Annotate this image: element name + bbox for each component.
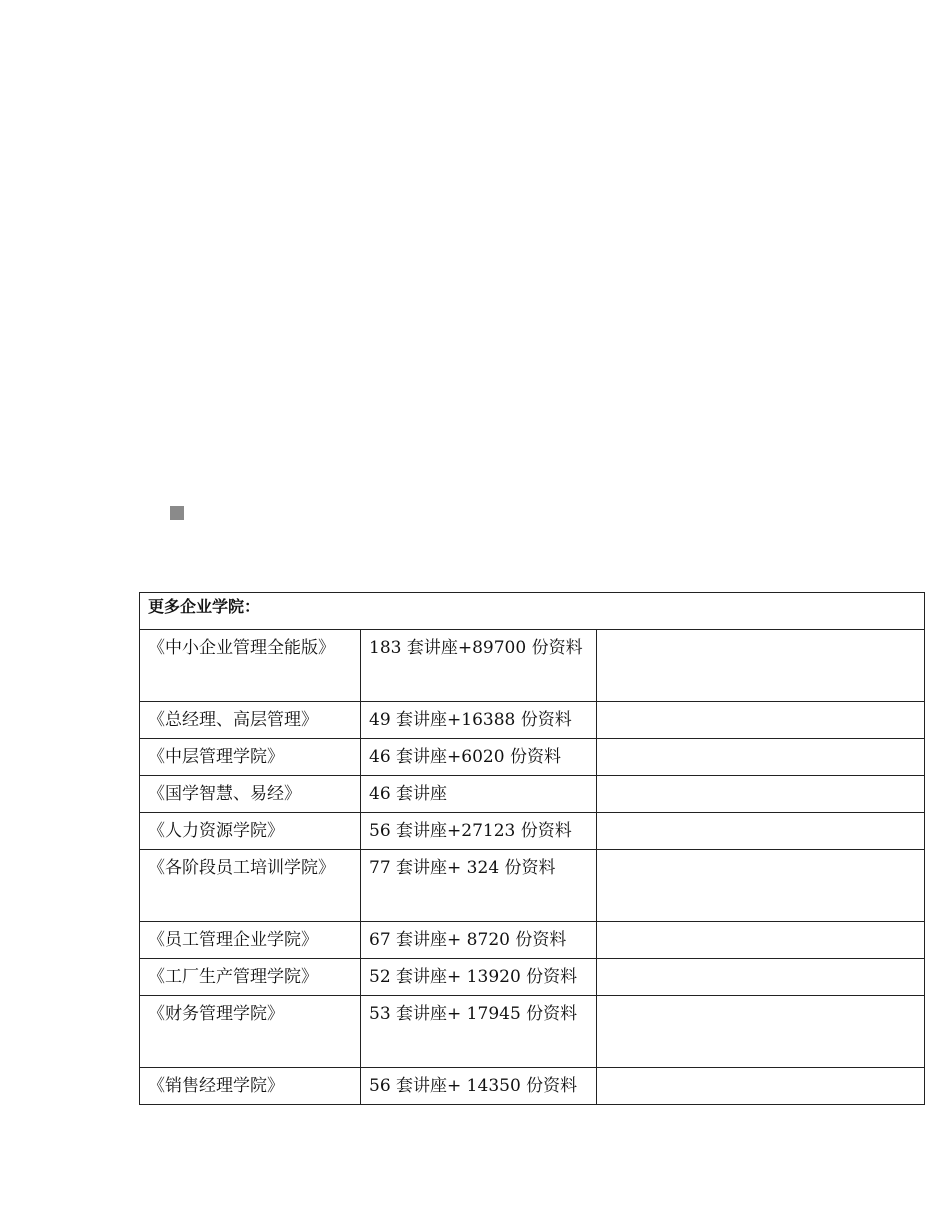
academy-name: 《中小企业管理全能版》 [140,630,361,702]
academy-content: 67 套讲座+ 8720 份资料 [361,922,597,959]
table-row [140,922,925,959]
academy-content: 56 套讲座+ 14350 份资料 [361,1068,597,1105]
academy-name: 《总经理、高层管理》 [140,702,361,739]
table-row [140,850,925,922]
academy-name: 《工厂生产管理学院》 [140,959,361,996]
table-row [140,630,925,702]
table-header-row [140,593,925,630]
academy-name: 《各阶段员工培训学院》 [140,850,361,922]
academy-content: 53 套讲座+ 17945 份资料 [361,996,597,1068]
table-row [140,813,925,850]
table-row [140,959,925,996]
academy-extra [597,739,925,776]
table-row [140,776,925,813]
academy-name: 《员工管理企业学院》 [140,922,361,959]
academy-extra [597,630,925,702]
academy-extra [597,922,925,959]
academy-content: 52 套讲座+ 13920 份资料 [361,959,597,996]
academy-content: 46 套讲座+6020 份资料 [361,739,597,776]
academy-extra [597,813,925,850]
table-row [140,996,925,1068]
table-heading: 更多企业学院： [140,593,925,630]
academy-extra [597,996,925,1068]
table-row [140,1068,925,1105]
academy-name: 《中层管理学院》 [140,739,361,776]
academy-content: 56 套讲座+27123 份资料 [361,813,597,850]
academy-content: 49 套讲座+16388 份资料 [361,702,597,739]
bullet-square-icon [170,506,184,520]
academy-table [139,592,925,1105]
academy-name: 《销售经理学院》 [140,1068,361,1105]
academy-extra [597,959,925,996]
academy-content: 183 套讲座+89700 份资料 [361,630,597,702]
academy-name: 《国学智慧、易经》 [140,776,361,813]
table-row [140,702,925,739]
academy-extra [597,776,925,813]
academy-content: 77 套讲座+ 324 份资料 [361,850,597,922]
academy-extra [597,850,925,922]
academy-extra [597,702,925,739]
academy-content: 46 套讲座 [361,776,597,813]
academy-extra [597,1068,925,1105]
academy-name: 《财务管理学院》 [140,996,361,1068]
academy-name: 《人力资源学院》 [140,813,361,850]
table-row [140,739,925,776]
